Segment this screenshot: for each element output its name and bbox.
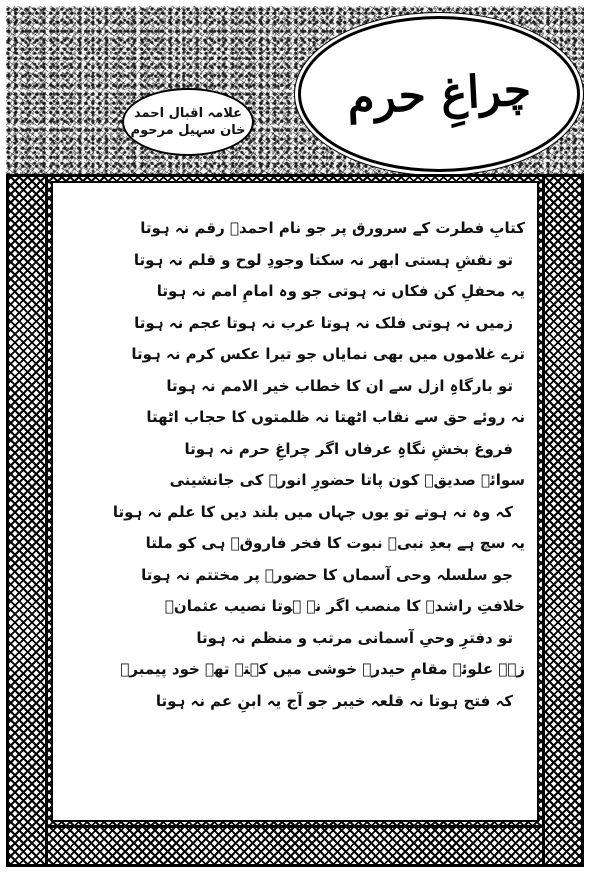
title-oval <box>298 16 580 172</box>
poem-line: کہ فتح ہوتا نہ قلعہ خیبر جو آج یہ ابنِ عم نہ ہوتا <box>155 691 513 710</box>
poem-line: کتابِ فطرت کے سرورق پر جو نام احمدؐ رقم نہ ہوتا <box>140 219 525 237</box>
poem-panel <box>51 181 539 822</box>
poem-line: یہ محفلِ کن فکاں نہ ہوتی جو وہ امامِ امم نہ ہوتا <box>156 282 525 300</box>
poem-line: خلافتِ راشدہ کا منصب اگر نہ ہوتا نصیب عثمانؓ <box>164 597 525 615</box>
poem-line: زمیں نہ ہوتی فلک نہ ہوتا عرب نہ ہوتا عجم نہ ہوتا <box>134 313 513 332</box>
author-oval <box>122 88 254 156</box>
poem-line: جو سلسلہ وحی آسماں کا حضورؐ پر مختتم نہ ہوتا <box>141 565 513 584</box>
poem-text <box>63 213 525 717</box>
poem-line: یہ سچ ہے بعدِ نبیؐ نبوت کا فخر فاروقؓ ہی کو ملتا <box>145 534 525 552</box>
page-title: چراغِ حرم <box>345 63 533 125</box>
poem-line: فروغ بخشِ نگاہِ عرفاں اگر چراغِ حرم نہ ہوتا <box>184 439 513 458</box>
poem-line: تو دفترِ وحیِ آسمانی مرتب و منظم نہ ہوتا <box>196 628 513 647</box>
border-line-bottom <box>45 825 545 828</box>
border-line-right <box>542 177 545 864</box>
author-line-1: علامہ اقبال احمد <box>134 106 242 121</box>
poem-line: کہ وہ نہ ہوتے تو یوں جہاں میں بلند دیں کا علم نہ ہوتا <box>112 502 513 521</box>
poem-line: تو بارگاہِ ازل سے ان کا خطاب خیر الامم نہ ہوتا <box>166 376 513 395</box>
poem-line: ترے غلاموں میں بھی نمایاں جو تیرا عکس کرم نہ ہوتا <box>131 345 525 363</box>
author-line-2: خان سہیل مرحوم <box>130 123 246 138</box>
poem-line: زہے علوئے مقامِ حیدرؓ خوشی میں کہتے تھے خود پیمبرؐ <box>120 660 525 678</box>
poem-line: نہ روئے حق سے نقاب اٹھتا نہ ظلمتوں کا حجاب اٹھتا <box>146 408 525 426</box>
poem-line: تو نقشِ ہستی ابھر نہ سکتا وجودِ لوح و قلم نہ ہوتا <box>133 250 513 269</box>
decorative-border <box>6 174 584 867</box>
border-line-left <box>45 177 48 864</box>
poem-line: سوائے صدیقؓ کون پاتا حضورِ انورؐ کی جانشینی <box>169 471 525 489</box>
header-banner <box>6 6 584 176</box>
